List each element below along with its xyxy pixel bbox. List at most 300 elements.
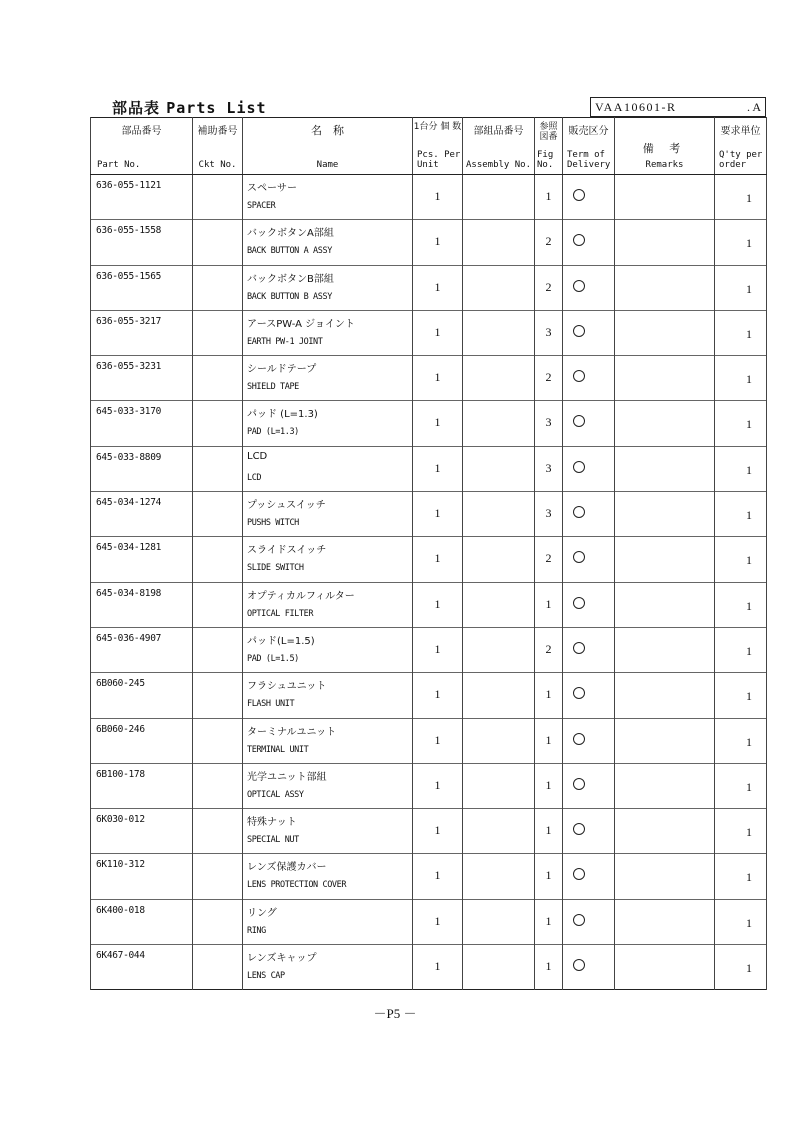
fig-no-cell [535,220,563,265]
table-row [91,809,767,854]
part-no: 6K400-018 [96,904,145,916]
name-cell [243,673,413,718]
delivery-circle-icon [573,461,585,473]
order-cell [715,899,767,944]
table-row [91,310,767,355]
ckt-no-cell [193,265,243,310]
delivery-circle-icon [573,778,585,790]
order-cell [715,310,767,355]
part-no-cell [91,809,193,854]
fig-no-cell [535,718,563,763]
fig-no-cell [535,809,563,854]
qty-per-order: 1 [746,508,752,523]
ckt-no-cell [193,763,243,808]
name-cell [243,763,413,808]
table-row [91,763,767,808]
table-row [91,492,767,537]
remarks-cell [615,945,715,990]
qty-per-order: 1 [746,372,752,387]
ckt-no-cell [193,446,243,491]
part-no: 636-055-1121 [96,180,162,191]
pcs-per-unit: 1 [434,732,441,747]
name-en: OPTICAL ASSY [247,789,304,800]
delivery-cell [563,945,615,990]
part-no-cell [91,718,193,763]
name-en: SPECIAL NUT [247,835,299,846]
col-delivery-en: Term of Delivery [567,150,611,170]
delivery-cell [563,763,615,808]
col-order-en: Q'ty per order [719,150,763,170]
table-row [91,854,767,899]
name-jp: シールドテープ [247,364,317,376]
name-jp: LCD [247,450,268,462]
table-row [91,718,767,763]
fig-no: 3 [545,460,552,475]
fig-no: 1 [545,189,552,203]
document-revision: . A [746,100,761,114]
page-title [112,97,267,118]
name-cell [243,356,413,401]
col-order-jp: 要求単位 [720,126,761,137]
name-en: OPTICAL FILTER [247,608,314,619]
ckt-no-cell [193,537,243,582]
part-no-cell [91,310,193,355]
fig-no: 1 [545,777,552,792]
name-en: LCD [247,472,262,483]
pcs-cell [413,582,463,627]
order-cell [715,446,767,491]
fig-no: 2 [545,370,552,385]
name-en: SLIDE SWITCH [247,563,304,574]
ckt-no-cell [193,854,243,899]
pcs-cell [413,718,463,763]
order-cell [715,718,767,763]
remarks-cell [615,673,715,718]
qty-per-order: 1 [746,643,752,658]
document-number-box [590,97,766,117]
col-ckt-no-en: Ckt No. [198,160,237,170]
name-cell [243,945,413,990]
pcs-per-unit: 1 [434,506,441,521]
part-no: 636-055-1558 [96,225,162,237]
assembly-no-cell [463,446,535,491]
part-no-cell [91,673,193,718]
qty-per-order: 1 [746,961,752,976]
delivery-circle-icon [573,415,585,427]
order-cell [715,175,767,220]
part-no: 6K030-012 [96,814,145,826]
pcs-per-unit: 1 [434,959,441,974]
delivery-circle-icon [573,642,585,654]
fig-no-cell [535,627,563,672]
col-fig-en: Fig No. [537,150,554,170]
table-row [91,627,767,672]
ckt-no-cell [193,175,243,220]
col-assembly-no [463,118,535,175]
assembly-no-cell [463,854,535,899]
fig-no: 1 [545,687,552,702]
part-no-cell [91,854,193,899]
part-no: 636-055-3231 [96,361,162,373]
qty-per-order: 1 [746,462,752,477]
qty-per-order: 1 [746,236,752,251]
col-part-no-en: Part No. [97,160,141,170]
part-no: 6B060-246 [96,723,145,735]
order-cell [715,537,767,582]
remarks-cell [615,809,715,854]
table-row [91,673,767,718]
name-jp: オプティカルフィルター [247,590,355,602]
name-jp: 光学ユニット部組 [247,771,327,783]
pcs-per-unit: 1 [434,868,441,883]
table-row [91,175,767,220]
delivery-cell [563,854,615,899]
part-no: 645-034-1281 [96,542,162,554]
col-fig-no [535,118,563,175]
delivery-circle-icon [573,914,585,926]
col-fig-jp: 参照 図番 [539,122,558,142]
qty-per-order: 1 [746,553,752,568]
qty-per-order: 1 [746,825,752,840]
delivery-cell [563,809,615,854]
col-part-no [91,118,193,175]
pcs-per-unit: 1 [434,234,441,249]
col-remarks-en: Remarks [645,160,684,170]
assembly-no-cell [463,310,535,355]
remarks-cell [615,446,715,491]
name-cell [243,220,413,265]
name-en: LENS PROTECTION COVER [247,880,347,891]
ckt-no-cell [193,945,243,990]
assembly-no-cell [463,763,535,808]
qty-per-order: 1 [746,689,752,704]
name-en: RING [247,925,266,936]
remarks-cell [615,627,715,672]
qty-per-order: 1 [746,915,752,930]
name-jp: バックボタンA部組 [247,228,334,240]
part-no: 6K467-044 [96,950,145,962]
remarks-cell [615,310,715,355]
title-row [90,97,766,117]
col-name-en: Name [316,160,339,170]
col-ckt-no-jp: 補助番号 [197,126,238,137]
remarks-cell [615,854,715,899]
delivery-cell [563,220,615,265]
name-en: TERMINAL UNIT [247,744,309,755]
part-no-cell [91,401,193,446]
part-no: 6B060-245 [96,678,145,690]
name-en: PAD (L=1.3) [247,427,299,438]
ckt-no-cell [193,220,243,265]
fig-no: 2 [545,641,552,656]
order-cell [715,356,767,401]
assembly-no-cell [463,945,535,990]
col-delivery-jp: 販売区分 [568,126,609,137]
delivery-cell [563,310,615,355]
name-jp: ターミナルユニット [247,726,337,738]
title-jp: 部品表 [112,99,161,117]
name-jp: パッド (L=1.3) [247,409,318,421]
ckt-no-cell [193,899,243,944]
name-en: BACK BUTTON B ASSY [247,291,332,302]
fig-no: 2 [545,279,552,294]
ckt-no-cell [193,673,243,718]
col-part-no-jp: 部品番号 [121,126,162,137]
pcs-per-unit: 1 [434,687,441,702]
fig-no: 3 [545,506,552,521]
ckt-no-cell [193,627,243,672]
name-jp: スペーサー [247,183,297,194]
name-jp: レンズキャップ [247,953,317,965]
pcs-per-unit: 1 [434,415,441,430]
delivery-cell [563,265,615,310]
fig-no-cell [535,401,563,446]
pcs-cell [413,627,463,672]
delivery-circle-icon [573,597,585,609]
pcs-cell [413,356,463,401]
fig-no-cell [535,763,563,808]
name-en: BACK BUTTON A ASSY [247,246,332,257]
order-cell [715,492,767,537]
pcs-cell [413,310,463,355]
fig-no-cell [535,175,563,220]
table-row [91,220,767,265]
title-en: Parts List [166,99,267,117]
part-no: 6B100-178 [96,768,145,780]
fig-no-cell [535,899,563,944]
delivery-cell [563,356,615,401]
pcs-cell [413,220,463,265]
table-row [91,899,767,944]
ckt-no-cell [193,401,243,446]
fig-no-cell [535,582,563,627]
delivery-circle-icon [573,280,585,292]
table-row [91,446,767,491]
remarks-cell [615,175,715,220]
part-no: 645-033-8809 [96,451,162,463]
delivery-circle-icon [573,959,585,971]
pcs-per-unit: 1 [434,460,441,475]
remarks-cell [615,537,715,582]
name-cell [243,582,413,627]
document-code: VAA10601-R [595,100,677,114]
col-pcs-en: Pcs. Per Unit [417,150,461,170]
table-row [91,401,767,446]
fig-no: 3 [545,324,552,339]
name-en: PAD (L=1.5) [247,653,299,664]
fig-no: 1 [545,913,552,928]
delivery-cell [563,582,615,627]
table-row [91,356,767,401]
pcs-cell [413,945,463,990]
order-cell [715,809,767,854]
part-no-cell [91,446,193,491]
name-jp: レンズ保護カバー [247,862,327,874]
part-no-cell [91,537,193,582]
name-cell [243,492,413,537]
name-cell [243,446,413,491]
part-no-cell [91,945,193,990]
col-remarks-jp: 備 考 [642,142,687,155]
pcs-per-unit: 1 [434,324,441,339]
delivery-circle-icon [573,551,585,563]
part-no: 645-036-4907 [96,632,162,644]
delivery-cell [563,401,615,446]
delivery-cell [563,673,615,718]
name-jp: スライドスイッチ [247,545,327,557]
name-jp: プッシュスイッチ [247,500,326,512]
fig-no-cell [535,310,563,355]
ckt-no-cell [193,809,243,854]
part-no-cell [91,763,193,808]
pcs-per-unit: 1 [434,913,441,928]
assembly-no-cell [463,899,535,944]
part-no-cell [91,899,193,944]
ckt-no-cell [193,310,243,355]
part-no: 645-034-1274 [96,497,162,509]
qty-per-order: 1 [746,870,752,885]
table-row [91,537,767,582]
col-name [243,118,413,175]
name-jp: フラシュユニット [247,681,327,693]
col-delivery [563,118,615,175]
fig-no: 1 [545,959,552,974]
order-cell [715,627,767,672]
name-en: EARTH PW-1 JOINT [247,336,323,347]
delivery-circle-icon [573,868,585,880]
pcs-cell [413,265,463,310]
part-no-cell [91,627,193,672]
fig-no-cell [535,265,563,310]
name-en: FLASH UNIT [247,699,295,710]
delivery-circle-icon [573,325,585,337]
assembly-no-cell [463,627,535,672]
assembly-no-cell [463,582,535,627]
remarks-cell [615,401,715,446]
fig-no: 1 [545,596,552,611]
assembly-no-cell [463,537,535,582]
order-cell [715,854,767,899]
fig-no: 1 [545,868,552,883]
fig-no-cell [535,446,563,491]
name-en: PUSHS WITCH [247,518,299,529]
assembly-no-cell [463,492,535,537]
order-cell [715,582,767,627]
delivery-circle-icon [573,234,585,246]
name-en: SPACER [247,201,276,211]
remarks-cell [615,899,715,944]
pcs-cell [413,763,463,808]
remarks-cell [615,220,715,265]
fig-no: 2 [545,551,552,566]
qty-per-order: 1 [746,598,752,613]
name-cell [243,310,413,355]
name-cell [243,401,413,446]
table-row [91,945,767,990]
fig-no: 1 [545,823,552,838]
name-en: LENS CAP [247,971,285,982]
part-no: 6K110-312 [96,859,145,871]
remarks-cell [615,356,715,401]
pcs-per-unit: 1 [434,777,441,792]
delivery-cell [563,492,615,537]
table-body [91,175,767,990]
remarks-cell [615,265,715,310]
delivery-circle-icon [573,823,585,835]
pcs-per-unit: 1 [434,823,441,838]
pcs-per-unit: 1 [434,596,441,611]
page-number: －P5 － [373,1006,417,1021]
delivery-circle-icon [573,189,585,201]
delivery-cell [563,627,615,672]
delivery-cell [563,718,615,763]
parts-table [90,117,767,990]
delivery-circle-icon [573,733,585,745]
fig-no: 3 [545,415,552,430]
col-assembly-jp: 部組品番号 [473,126,524,137]
ckt-no-cell [193,492,243,537]
remarks-cell [615,492,715,537]
pcs-per-unit: 1 [434,370,441,385]
pcs-per-unit: 1 [434,641,441,656]
qty-per-order: 1 [746,734,752,749]
pcs-cell [413,899,463,944]
pcs-per-unit: 1 [434,551,441,566]
name-cell [243,627,413,672]
fig-no-cell [535,356,563,401]
assembly-no-cell [463,220,535,265]
pcs-cell [413,492,463,537]
assembly-no-cell [463,809,535,854]
delivery-circle-icon [573,506,585,518]
name-jp: パッド(L=1.5) [247,635,315,647]
table-row [91,265,767,310]
col-ckt-no [193,118,243,175]
pcs-cell [413,809,463,854]
name-jp: バックボタンB部組 [247,273,334,285]
pcs-cell [413,537,463,582]
fig-no: 2 [545,234,552,249]
order-cell [715,220,767,265]
table-row [91,582,767,627]
order-cell [715,763,767,808]
assembly-no-cell [463,265,535,310]
part-no-cell [91,356,193,401]
fig-no-cell [535,854,563,899]
assembly-no-cell [463,175,535,220]
pcs-per-unit: 1 [434,279,441,294]
part-no-cell [91,175,193,220]
col-remarks [615,118,715,175]
part-no-cell [91,220,193,265]
ckt-no-cell [193,356,243,401]
delivery-circle-icon [573,370,585,382]
name-cell [243,537,413,582]
remarks-cell [615,582,715,627]
remarks-cell [615,718,715,763]
delivery-cell [563,537,615,582]
pcs-cell [413,854,463,899]
assembly-no-cell [463,718,535,763]
delivery-circle-icon [573,687,585,699]
fig-no: 1 [545,732,552,747]
name-jp: アースPW-A ジョイント [247,318,355,330]
pcs-cell [413,175,463,220]
fig-no-cell [535,537,563,582]
name-cell [243,899,413,944]
order-cell [715,945,767,990]
part-no-cell [91,582,193,627]
